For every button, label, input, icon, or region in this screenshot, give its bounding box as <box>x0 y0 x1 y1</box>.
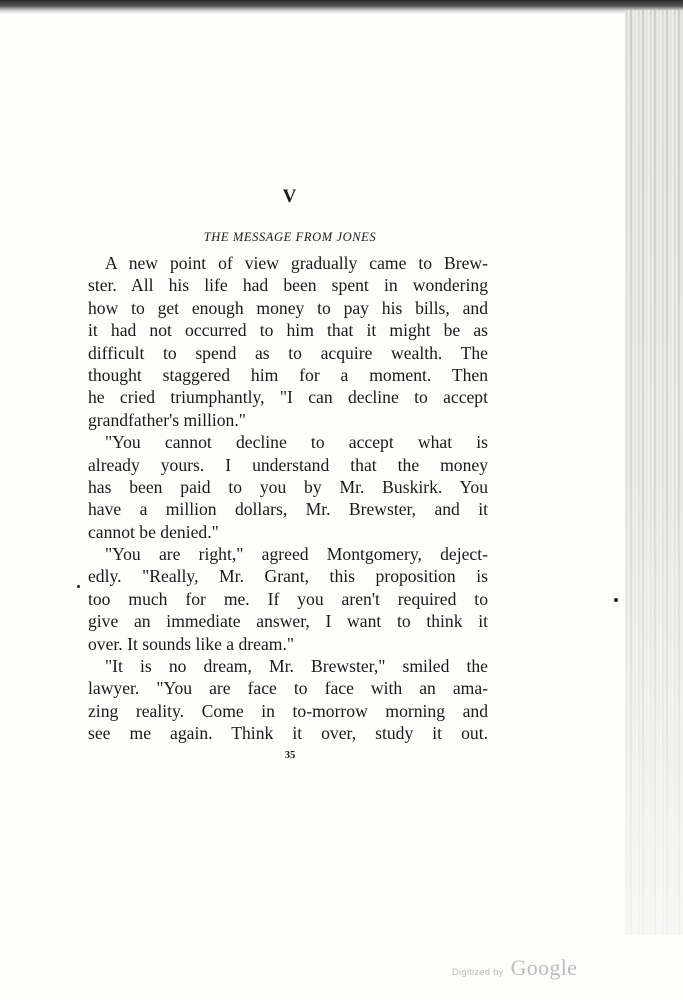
google-logo: Google <box>510 955 578 980</box>
text-line: "You are right," agreed Montgomery, deject- <box>105 544 488 565</box>
text-line: it had not occurred to him that it might be as <box>88 320 488 341</box>
text-line: edly. "Really, Mr. Grant, this proposition is <box>88 566 488 587</box>
text-line: already yours. I understand that the money <box>88 454 488 475</box>
text-line: over. It sounds like a dream." <box>88 633 295 654</box>
text-line: lawyer. "You are face to face with an ama- <box>88 678 488 699</box>
text-line: grandfather's million." <box>88 409 246 430</box>
digitized-watermark <box>452 955 602 985</box>
text-line: thought staggered him for a moment. Then <box>88 364 488 385</box>
text-line: "It is no dream, Mr. Brewster," smiled the <box>105 656 488 677</box>
text-line: A new point of view gradually came to Brew- <box>105 253 488 273</box>
ink-speck <box>614 598 618 602</box>
text-line: too much for me. If you aren't required to <box>88 588 488 609</box>
text-line: he cried triumphantly, "I can decline to accept <box>88 387 488 408</box>
chapter-title: THE MESSAGE FROM JONES <box>203 230 377 244</box>
text-line: how to get enough money to pay his bills, and <box>88 297 488 318</box>
body-text <box>88 252 488 745</box>
page-stack-edge-shade <box>625 10 683 935</box>
text-line: has been paid to you by Mr. Buskirk. You <box>88 476 488 497</box>
text-line: "You cannot decline to accept what is <box>105 432 488 453</box>
text-line: have a million dollars, Mr. Brewster, and it <box>88 499 488 520</box>
ink-speck <box>77 585 80 588</box>
text-line: difficult to spend as to acquire wealth. The <box>88 342 488 363</box>
text-line: cannot be denied." <box>88 521 219 542</box>
text-line: see me again. Think it over, study it out. <box>88 723 488 744</box>
text-line: ster. All his life had been spent in wondering <box>88 275 488 296</box>
text-line: give an immediate answer, I want to think it <box>88 611 488 632</box>
chapter-number: V <box>282 186 298 207</box>
page-top-shadow <box>0 0 683 14</box>
watermark-prefix: Digitized by <box>452 967 504 978</box>
page-number: 35 <box>284 750 296 761</box>
text-line: zing reality. Come in to-morrow morning and <box>88 700 488 721</box>
